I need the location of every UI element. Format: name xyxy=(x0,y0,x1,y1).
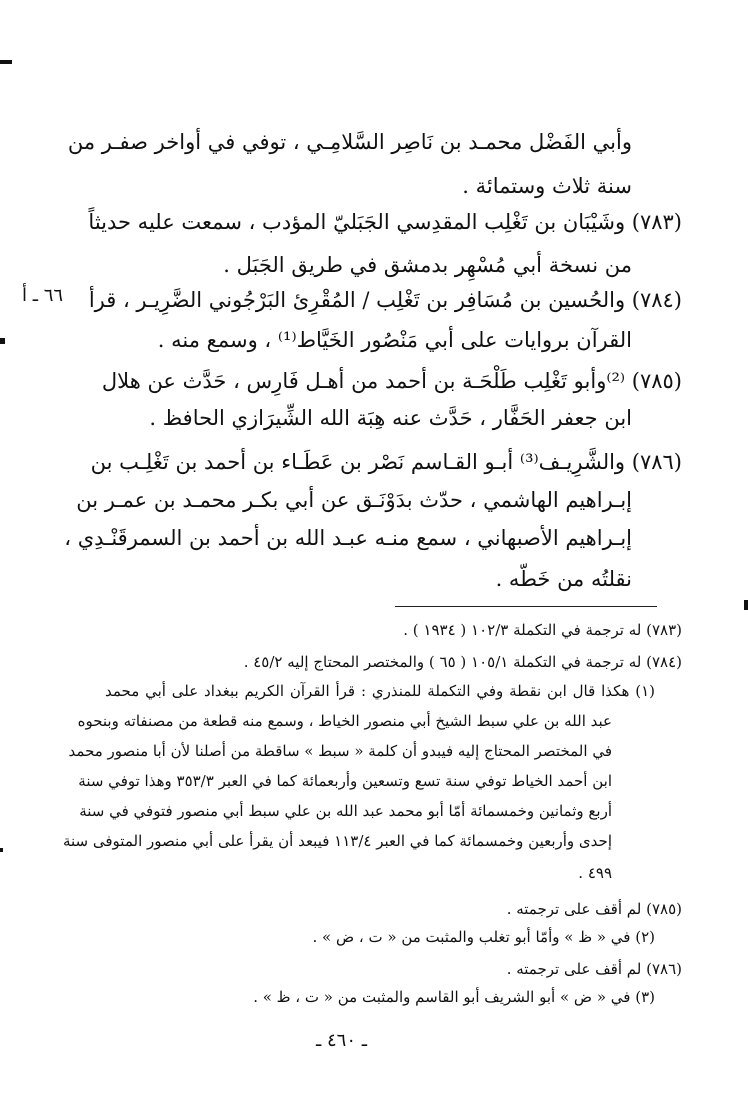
text-line: سنة ثلاث وستمائة . xyxy=(462,174,632,198)
footnote: (٧٨٥) لم أقف على ترجمته . xyxy=(506,900,682,918)
text-line: القرآن بروايات على أبي مَنْصُور الخَيَّاط⁽¹⁾ ، وسمع منه . xyxy=(157,328,632,352)
footnote: في المختصر المحتاج إليه فيبدو أن كلمة « سبط » ساقطة من أصلنا لأن أبا منصور محمد xyxy=(68,742,612,760)
footnote: ٤٩٩ . xyxy=(578,864,612,882)
text-line: ابن جعفر الحَفَّار ، حَدَّث عنه هِبَة الله الشِّيرَازي الحافظ . xyxy=(149,406,632,430)
text-line: من نسخة أبي مُسْهِر بدمشق في طريق الجَبَل . xyxy=(223,253,632,277)
scan-mark-right xyxy=(744,600,748,610)
text-line: وأبي الفَضْل محمـد بن نَاصِر السَّلامِـي ، توفي في أواخر صفـر من xyxy=(67,130,632,154)
scan-mark-left-lower xyxy=(0,848,3,852)
entry-785: (٧٨٥) ⁽²⁾وأبو تَغْلِب طَلْحَـة بن أحمد من أهـل فَارِس ، حَدَّث عن هلال xyxy=(101,369,682,393)
footnote: إحدى وأربعين وخمسمائة كما في العبر ١١٣/٤ فيبعد أن يقرأ على أبي منصور المتوفى سنة xyxy=(62,832,612,850)
footnote: (١) هكذا قال ابن نقطة وفي التكملة للمنذري : قرأ القرآن الكريم ببغداد على أبي محمد xyxy=(105,682,655,700)
scan-mark-left xyxy=(0,338,5,344)
text-line: إبـراهيم الأصبهاني ، سمع منـه عبـد الله بن أحمد بن السمرقَنْـدِي ، xyxy=(64,526,632,550)
footnote: عبد الله بن علي سبط الشيخ أبي منصور الخياط ، وسمع منه قطعة من مصنفاته وبنحوه xyxy=(77,712,612,730)
folio-marker: ٦٦ ـ أ xyxy=(22,285,64,306)
footnote: (٧٨٦) لم أقف على ترجمته . xyxy=(506,960,682,978)
footnote-rule xyxy=(395,606,657,607)
text-line: إبـراهيم الهاشمي ، حدّث بدَوْنَـق عن أبي بكـر محمـد بن عمـر بن xyxy=(76,488,632,512)
entry-783: (٧٨٣) وشَيْبَان بن تَغْلِب المقدِسي الجَبَليّ المؤدب ، سمعت عليه حديثاً xyxy=(88,210,682,234)
footnote: أربع وثمانين وخمسمائة أمّا أبو محمد عبد الله بن علي سبط أبي منصور فتوفي في سنة xyxy=(79,802,612,820)
footnote: (٣) في « ض » أبو الشريف أبو القاسم والمثبت من « ت ، ظ » . xyxy=(253,988,655,1006)
page-number: ـ ٤٦٠ ـ xyxy=(316,1030,368,1051)
footnote: (٢) في « ظ » وأمّا أبو تغلب والمثبت من « ت ، ض » . xyxy=(312,928,655,946)
scan-mark-top-left xyxy=(0,60,12,64)
footnote: (٧٨٤) له ترجمة في التكملة ١٠٥/١ ( ٦٥ ) والمختصر المحتاج إليه ٤٥/٢ . xyxy=(243,653,682,671)
entry-784: (٧٨٤) والحُسين بن مُسَافِر بن تَغْلِب / المُقْرِئ البَرْجُوني الضَّرِيـر ، قرأ xyxy=(88,288,682,312)
text-line: نقلتُه من خَطّه . xyxy=(495,567,632,591)
entry-786: (٧٨٦) والشَّرِيـف⁽³⁾ أبـو القـاسم نَصْر بن عَطَـاء بن أحمد بن تَغْلِـب بن xyxy=(90,450,682,474)
footnote: ابن أحمد الخياط توفي سنة تسع وتسعين وأربعمائة كما في العبر ٣٥٣/٣ وهذا توفي سنة xyxy=(78,772,612,790)
footnote: (٧٨٣) له ترجمة في التكملة ١٠٢/٣ ( ١٩٣٤ ) . xyxy=(403,621,682,639)
